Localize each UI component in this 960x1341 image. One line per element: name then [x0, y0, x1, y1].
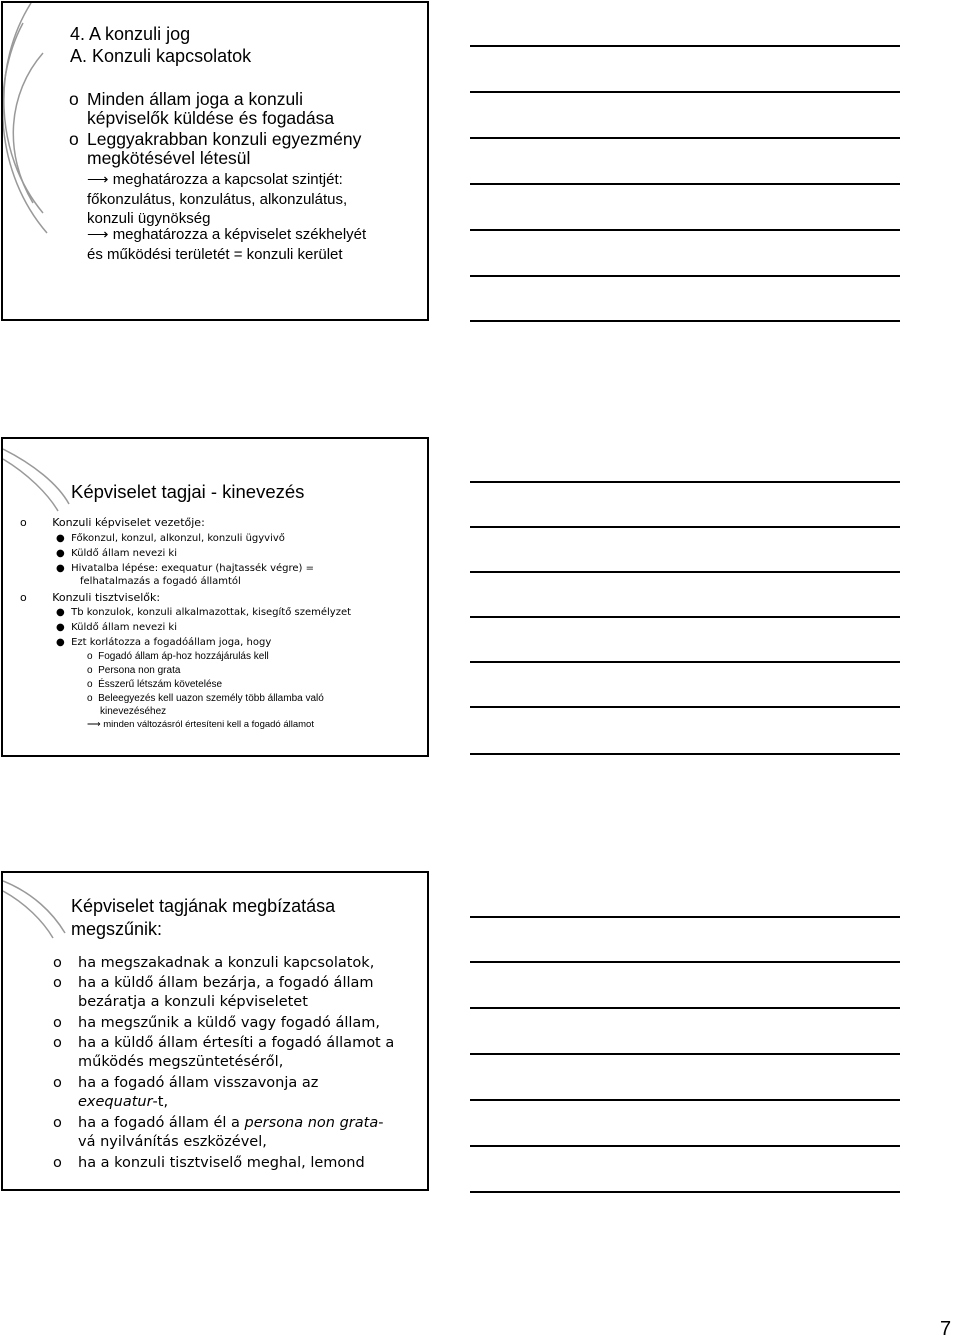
bullet-circle-icon: o	[53, 1015, 62, 1031]
level1-item: o Konzuli képviselet vezetője:	[20, 516, 205, 529]
slide-1	[1, 1, 429, 321]
list-item: o Leggyakrabban konzuli egyezmény megkötésével létesül	[69, 129, 362, 169]
bullet-dot-icon: ●	[56, 637, 65, 648]
level2-list: ● Főkonzul, konzul, alkonzul, konzuli ügyvivő ● Küldő állam nevezi ki ● Hivatalba lépése: exequatur (hajtassék végre) = felhatalmazás a fogadó államtól	[56, 533, 315, 587]
list-item: o ha a küldő állam bezárja, a fogadó állam bezáratja a konzuli képviseletet	[53, 975, 374, 1010]
slide-title: Képviselet tagjai - kinevezés	[71, 481, 305, 502]
slide-title-line1: 4. A konzuli jog	[70, 24, 191, 44]
arrow-right-icon: ⟶	[87, 719, 101, 730]
bullet-dot-icon: ●	[56, 607, 65, 618]
bullet-dot-icon: ●	[56, 533, 65, 544]
level3-list: o Fogadó állam áp-hoz hozzájárulás kell o Persona non grata o Ésszerű létszám követelése o Beleegyezés kell uazon személy több államba való kinevezéséhez	[87, 651, 324, 717]
arrow-right-icon: ⟶	[87, 226, 109, 243]
list-item: o ha a fogadó állam visszavonja az exequatur-t,	[53, 1075, 319, 1110]
bullet-circle-icon: o	[20, 591, 27, 604]
arrow-block-2: ⟶ meghatározza a képviselet székhelyét és működési területét = konzuli kerület	[87, 226, 367, 263]
bullet-dot-icon: ●	[56, 622, 65, 633]
bullet-circle-icon: o	[87, 665, 93, 676]
slide-title-line2: megszűnik:	[71, 919, 163, 939]
bullet-circle-icon: o	[53, 1035, 62, 1051]
slide-2	[1, 437, 429, 757]
level1-item: o Konzuli tisztviselők:	[20, 591, 161, 604]
bullet-circle-icon: o	[53, 955, 62, 971]
list-item: o Minden állam joga a konzuli képviselők küldése és fogadása	[69, 89, 335, 129]
arrow-note: ⟶ minden változásról értesíteni kell a fogadó államot	[87, 719, 314, 730]
bullet-circle-icon: o	[53, 1075, 62, 1091]
bullet-circle-icon: o	[87, 693, 93, 704]
arrow-right-icon: ⟶	[87, 171, 109, 188]
bullet-circle-icon: o	[69, 129, 79, 149]
bullet-circle-icon: o	[53, 1155, 62, 1171]
bullet-circle-icon: o	[69, 89, 79, 109]
slide-corner-arcs-decoration	[3, 439, 83, 519]
level2-list: ● Tb konzulok, konzuli alkalmazottak, kisegítő személyzet ● Küldő állam nevezi ki ● Ezt korlátozza a fogadóállam joga, hogy	[56, 607, 352, 648]
page-number: 7	[940, 1318, 952, 1340]
list-item: o ha megszakadnak a konzuli kapcsolatok,	[53, 955, 375, 971]
bullet-circle-icon: o	[20, 516, 27, 529]
slide-title-line1: Képviselet tagjának megbízatása	[71, 896, 336, 916]
bullet-dot-icon: ●	[56, 548, 65, 559]
bullet-circle-icon: o	[53, 1115, 62, 1131]
slide-3	[1, 871, 429, 1191]
bullet-circle-icon: o	[87, 679, 93, 690]
arrow-block-1: ⟶ meghatározza a kapcsolat szintjét: főkonzulátus, konzulátus, alkonzulátus, konzuli ügynökség	[87, 171, 348, 228]
list-item: o ha a konzuli tisztviselő meghal, lemond	[53, 1155, 365, 1171]
bullet-circle-icon: o	[87, 651, 93, 662]
bullet-circle-icon: o	[53, 975, 62, 991]
bullet-dot-icon: ●	[56, 563, 65, 574]
list-item: o ha megszűnik a küldő vagy fogadó állam,	[53, 1015, 381, 1031]
list-item: o ha a fogadó állam él a persona non grata- vá nyilvánítás eszközével,	[53, 1115, 384, 1150]
list-item: o ha a küldő állam értesíti a fogadó államot a működés megszüntetéséről,	[53, 1035, 395, 1070]
slide-title-line2: A. Konzuli kapcsolatok	[70, 46, 252, 66]
